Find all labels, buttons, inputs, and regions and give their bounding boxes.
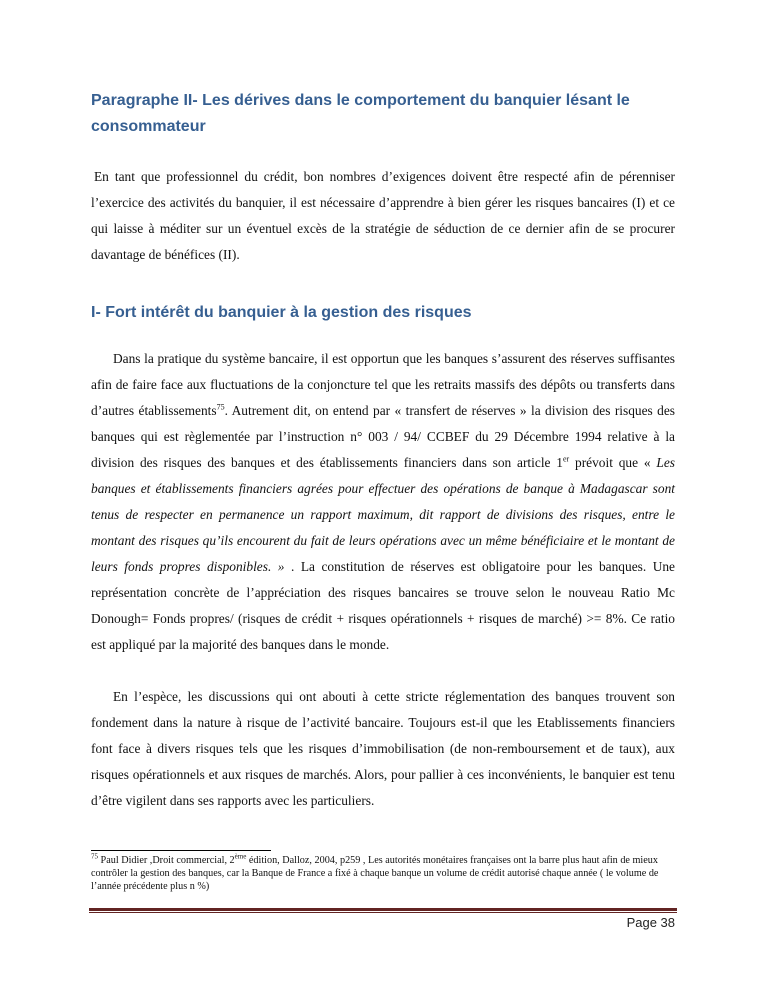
footnote-separator	[91, 850, 271, 851]
footnote	[91, 854, 681, 893]
subsection-heading: I- Fort intérêt du banquier à la gestion des risques	[91, 304, 472, 321]
footnote-number: 75	[91, 852, 98, 861]
section-heading: Paragraphe II- Les dérives dans le comportement du banquier lésant le consommateur	[91, 92, 630, 135]
quoted-article: Les banques et établissements financiers agrées pour effectuer des opérations de banque à Madagascar sont tenus de respecter en permanence un rapport maximum, dit rapport de divisions des risques, entre le montant des risques qu’ils encourent du fait de leurs opérations avec un même bénéficiaire et le montant de leurs fonds propres disponibles. »	[91, 455, 675, 574]
footnote-text: édition, Dalloz, 2004, p259 , Les autorités monétaires françaises ont la barre plus haut afin de mieux contrôler la gestion des banques, car la Banque de France a fixé à chaque banque un volume de crédit autorisé chaque année ( le volume de l’année précédente plus n %)	[91, 855, 659, 892]
intro-paragraph: En tant que professionnel du crédit, bon nombres d’exigences doivent être respecté afin de pérenniser l’exercice des activités du banquier, il est nécessaire d’apprendre à bien gérer les risques bancaires (I) et ce qui laisse à méditer sur un éventuel excès de la stratégie de séduction de ce dernier afin de se procurer davantage de bénéfices (II).	[91, 169, 675, 262]
ordinal-suffix: er	[562, 454, 570, 464]
footer-rule-thin	[89, 912, 677, 913]
paragraph-text: prévoit que «	[569, 455, 657, 470]
paragraph-text: . La constitution de réserves est obligatoire pour les banques. Une représentation concrète de l’appréciation des risques bancaires se trouve selon le nouveau Ratio Mc Donough= Fonds propres/ (risques de crédit + risques opérationnels + risques de marché) >= 8%. Ce ratio est appliqué par la majorité des banques dans le monde.	[91, 559, 675, 652]
footnote-text: Paul Didier ,Droit commercial, 2	[98, 855, 235, 866]
body-paragraph-1	[91, 346, 675, 658]
body-paragraph-2: En l’espèce, les discussions qui ont abouti à cette stricte réglementation des banques trouvent son fondement dans la nature à risque de l’activité bancaire. Toujours est-il que les Etablissements financiers font face à divers risques tels que les risques d’immobilisation (de non-remboursement et de taux), aux risques opérationnels et aux risques de marchés. Alors, pour pallier à ces inconvénients, le banquier est tenu d’être vigilent dans ses rapports avec les particuliers.	[91, 689, 675, 808]
paragraph-text: . Autrement dit, on entend par « transfert de réserves » la division des risques des banques qui est règlementée par l’instruction n° 003 / 94/ CCBEF du 29 Décembre 1994 relative à la division des risques des banques et des établissements financiers dans son article 1	[91, 403, 675, 470]
footer-rule-thick	[89, 908, 677, 911]
paragraph-text: Dans la pratique du système bancaire, il est opportun que les banques s’assurent des réserves suffisantes afin de faire face aux fluctuations de la conjoncture tel que les retraits massifs des dépôts ou transferts dans d’autres établissements	[91, 351, 675, 418]
footnote-reference: 75	[216, 402, 225, 412]
page-number: Page 38	[626, 915, 675, 930]
ordinal-suffix: ème	[234, 852, 247, 861]
